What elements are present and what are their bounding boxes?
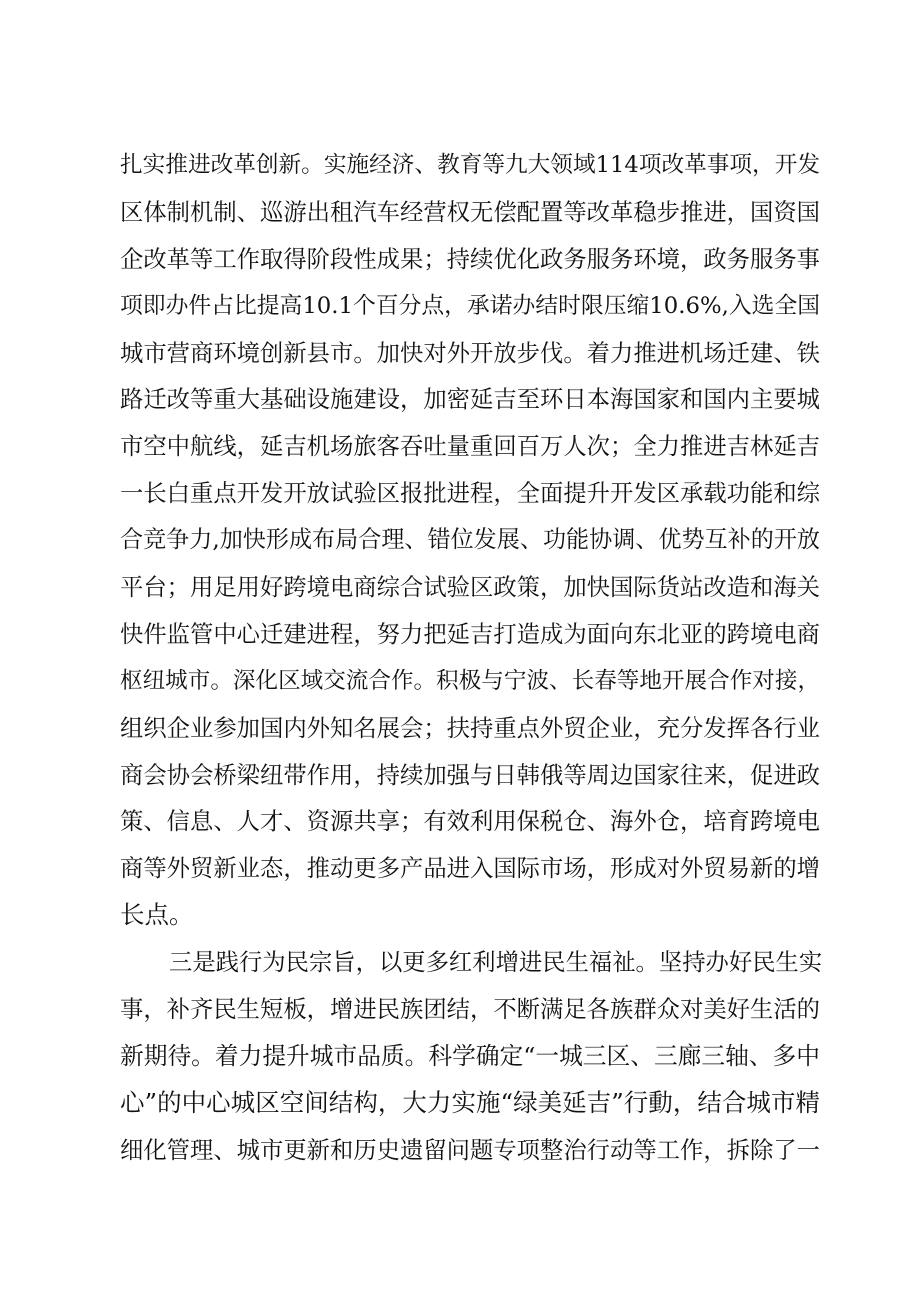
text-line: 事，补齐民生短板，增进民族团结，不断满足各族群众对美好生活的 (120, 995, 820, 1024)
text-line: 心”的中心城区空间结构，大力实施“绿美延吉”行動，结合城市精 (120, 1087, 820, 1117)
text-line: 市空中航线，延吉机场旅客吞吐量重回百万人次；全力推进吉林延吉 (120, 432, 820, 461)
text-line: 细化管理、城市更新和历史遗留问题专项整治行动等工作，拆除了一 (120, 1135, 820, 1164)
text-line: 项即办件占比提高10.1个百分点，承诺办结时限压缩10.6%,入选全国 (120, 292, 820, 319)
text-line: 区体制机制、巡游出租汽车经营权无偿配置等改革稳步推进，国资国 (120, 197, 820, 226)
text-line: 城市营商环境创新县市。加快对外开放步伐。着力推进机场迁建、铁 (120, 338, 820, 367)
text-line: 长点。 (120, 900, 194, 930)
text-line: 枢纽城市。深化区域交流合作。积极与宁波、长春等地开展合作对接， (120, 667, 820, 694)
text-line: 商等外贸新业态，推动更多产品进入国际市场，形成对外贸易新的增 (120, 854, 820, 883)
text-line: 一长白重点开发开放试验区报批进程，全面提升开发区承载功能和综 (120, 479, 820, 508)
text-line: 路迁改等重大基础设施建设，加密延吉至环日本海国家和国内主要城 (120, 385, 820, 414)
text-line: 商会协会桥梁纽带作用，持续加强与日韩俄等周边国家往来，促进政 (120, 760, 820, 789)
text-line: 平台；用足用好跨境电商综合试验区政策，加快国际货站改造和海关 (120, 573, 820, 602)
text-line: 合竞争力,加快形成布局合理、错位发展、功能协调、优势互补的开放 (120, 527, 820, 554)
text-line: 企改革等工作取得阶段性成果；持续优化政务服务环境，政务服务事 (120, 244, 820, 273)
text-line: 策、信息、人才、资源共享；有效利用保税仓、海外仓，培育跨境电 (120, 807, 820, 836)
text-line: 扎实推进改革创新。实施经济、教育等九大领域114项改革事项，开发 (120, 152, 820, 178)
text-line: 组织企业参加国内外知名展会；扶持重点外贸企业，充分发挥各行业 (120, 713, 820, 742)
text-line: 新期待。着力提升城市品质。科学确定“一城三区、三廊三轴、多中 (120, 1041, 820, 1070)
body-text (120, 142, 823, 1174)
text-line: 快件监管中心迁建进程，努力把延吉打造成为面向东北亚的跨境电商 (120, 619, 820, 648)
paragraph-first-line: 三是践行为民宗旨，以更多红利增进民生福祉。坚持办好民生实 (169, 948, 823, 977)
